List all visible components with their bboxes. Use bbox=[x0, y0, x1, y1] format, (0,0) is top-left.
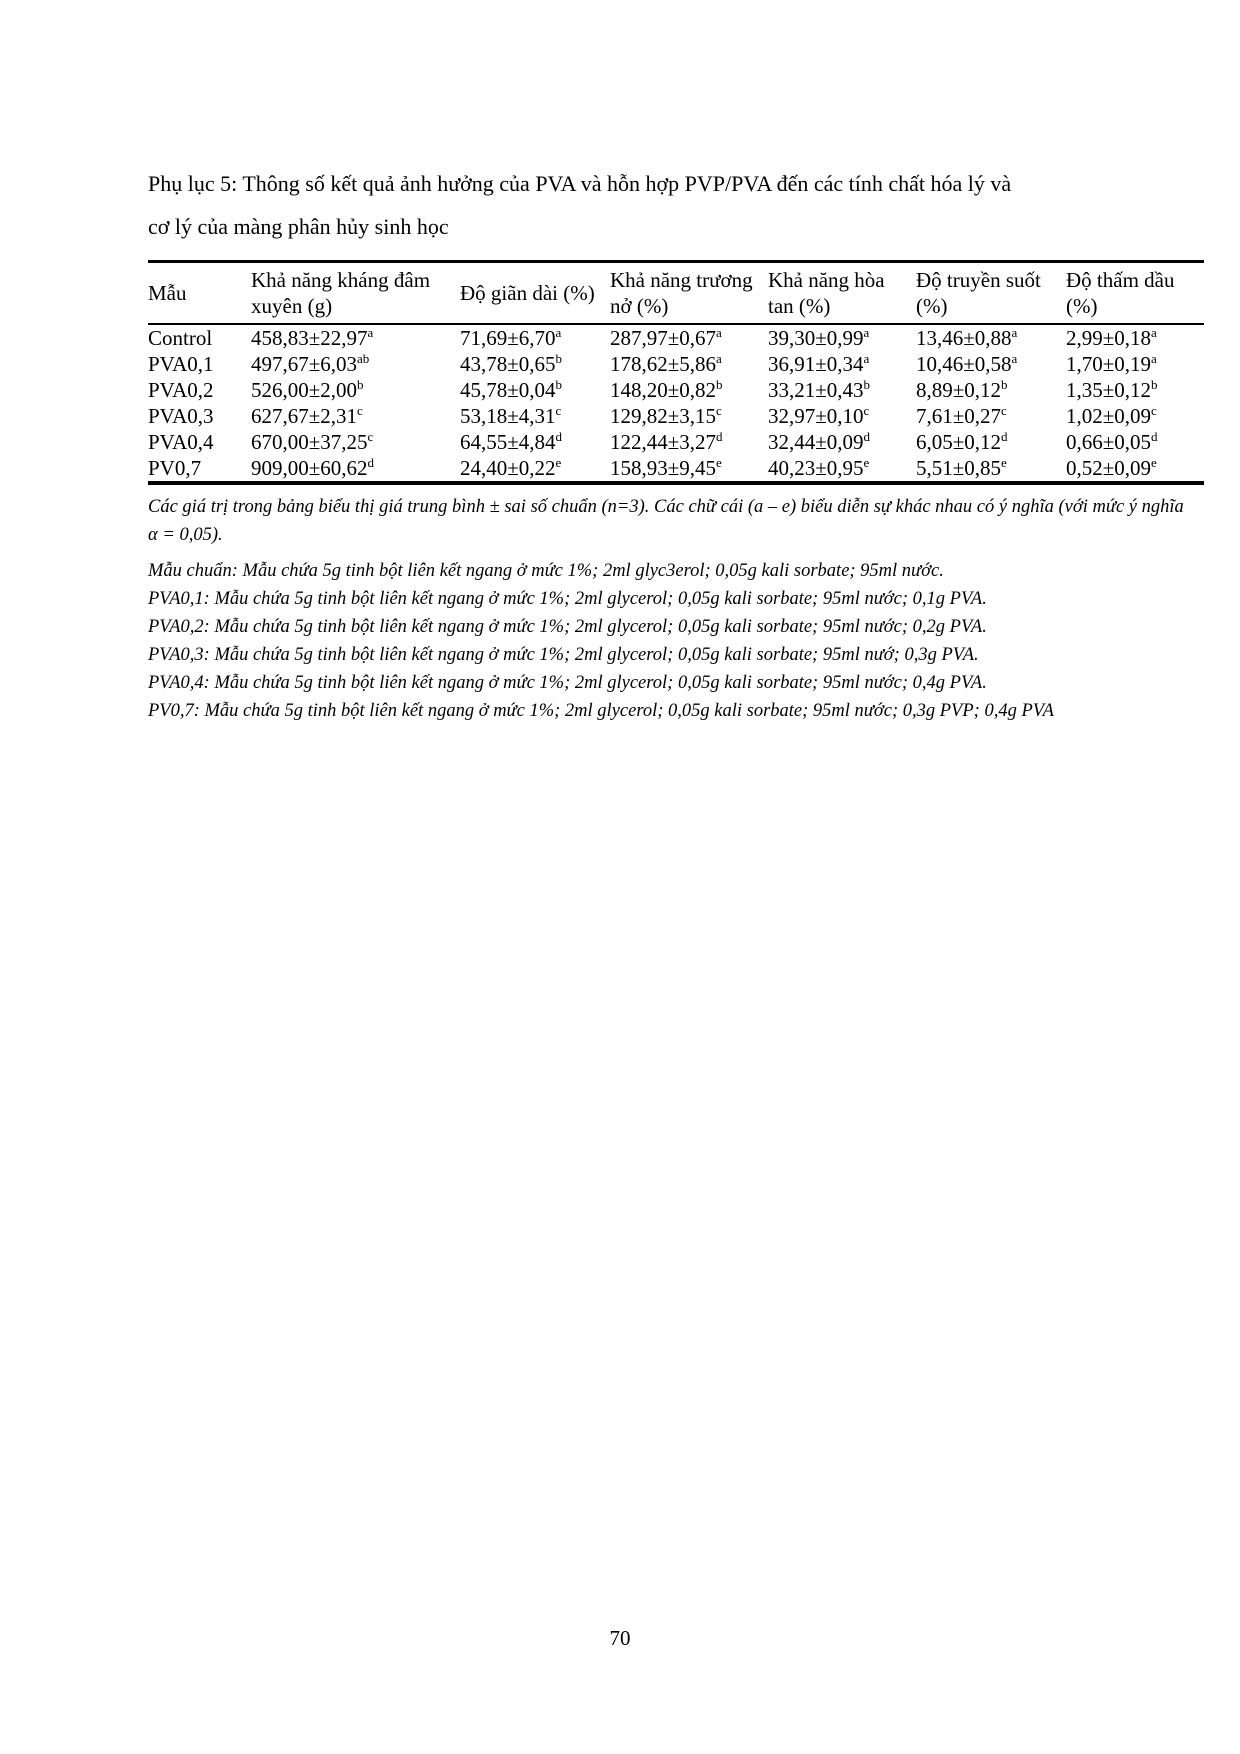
cell-value: 39,30±0,99$^a$ bbox=[768, 325, 870, 350]
footnote-sample-control: Mẫu chuẩn: Mẫu chứa 5g tinh bột liên kết ngang ở mức 1%; 2ml glyc3erol; 0,05g kali sorbate; 95ml nước. bbox=[148, 561, 944, 581]
cell-value: 0,66±0,05$^d$ bbox=[1066, 429, 1158, 454]
results-table bbox=[148, 260, 1204, 485]
cell-value: 5,51±0,85$^e$ bbox=[916, 455, 1007, 480]
significance-letter: a bbox=[1151, 325, 1157, 340]
significance-letter: c bbox=[716, 403, 722, 418]
cell-value: 129,82±3,15$^c$ bbox=[610, 403, 722, 428]
column-header-puncture-resistance: Khả năng kháng đâm xuyên (g) bbox=[251, 268, 431, 318]
cell-value: 53,18±4,31$^c$ bbox=[460, 403, 562, 428]
sample-name: PVA0,1 bbox=[148, 352, 214, 376]
column-header-transparency: Độ truyền suốt (%) bbox=[916, 268, 1041, 318]
cell-value: 7,61±0,27$^c$ bbox=[916, 403, 1007, 428]
cell-value: 64,55±4,84$^d$ bbox=[460, 429, 563, 454]
page-content bbox=[148, 162, 1208, 725]
significance-letter: c bbox=[555, 403, 562, 418]
table-header-row bbox=[148, 262, 1204, 325]
cell-value: 33,21±0,43$^b$ bbox=[768, 377, 871, 402]
significance-letter: a bbox=[863, 351, 870, 366]
significance-letter: e bbox=[1001, 455, 1007, 470]
table-row bbox=[148, 429, 1204, 455]
table-row bbox=[148, 377, 1204, 403]
significance-letter: c bbox=[367, 429, 374, 444]
significance-letter: e bbox=[863, 455, 870, 470]
significance-letter: b bbox=[1001, 377, 1008, 392]
cell-value: 158,93±9,45$^e$ bbox=[610, 455, 722, 480]
significance-letter: b bbox=[716, 377, 723, 392]
significance-letter: b bbox=[555, 377, 563, 392]
footnote-sample-pva04: PVA0,4: Mẫu chứa 5g tinh bột liên kết ngang ở mức 1%; 2ml glycerol; 0,05g kali sorbate; 95ml nước; 0,4g PVA. bbox=[148, 673, 987, 693]
cell-value: 32,97±0,10$^c$ bbox=[768, 403, 870, 428]
significance-letter: d bbox=[863, 429, 871, 444]
cell-value: 148,20±0,82$^b$ bbox=[610, 377, 723, 402]
column-header-swelling: Khả năng trương nở (%) bbox=[610, 268, 753, 318]
cell-value: 32,44±0,09$^d$ bbox=[768, 429, 871, 454]
significance-letter: ab bbox=[357, 351, 370, 366]
significance-letter: a bbox=[367, 325, 374, 340]
cell-value: 43,78±0,65$^b$ bbox=[460, 351, 563, 376]
table-footnotes bbox=[148, 493, 1208, 725]
significance-letter: d bbox=[716, 429, 723, 444]
appendix-title-line1: Phụ lục 5: Thông số kết quả ảnh hưởng của PVA và hỗn hợp PVP/PVA đến các tính chất hóa lý và bbox=[148, 171, 1012, 196]
table-row bbox=[148, 403, 1204, 429]
appendix-title-line2: cơ lý của màng phân hủy sinh học bbox=[148, 214, 449, 239]
significance-letter: a bbox=[555, 325, 562, 340]
significance-letter: b bbox=[357, 377, 364, 392]
significance-letter: c bbox=[357, 403, 363, 418]
cell-value: 0,52±0,09$^e$ bbox=[1066, 455, 1157, 480]
column-header-elongation: Độ giãn dài (%) bbox=[460, 281, 595, 305]
appendix-title bbox=[148, 162, 1208, 248]
significance-letter: d bbox=[1151, 429, 1158, 444]
significance-letter: d bbox=[555, 429, 563, 444]
cell-value: 178,62±5,86$^a$ bbox=[610, 351, 722, 376]
cell-value: 45,78±0,04$^b$ bbox=[460, 377, 563, 402]
cell-value: 497,67±6,03$^{ab}$ bbox=[251, 351, 370, 376]
sample-name: PVA0,3 bbox=[148, 404, 214, 428]
cell-value: 909,00±60,62$^d$ bbox=[251, 455, 375, 480]
significance-letter: e bbox=[1151, 455, 1157, 470]
cell-value: 71,69±6,70$^a$ bbox=[460, 325, 562, 350]
significance-letter: c bbox=[863, 403, 870, 418]
significance-letter: b bbox=[1151, 377, 1158, 392]
table-row bbox=[148, 455, 1204, 483]
significance-letter: a bbox=[863, 325, 870, 340]
significance-letter: c bbox=[1001, 403, 1007, 418]
cell-value: 24,40±0,22$^e$ bbox=[460, 455, 562, 480]
table-row bbox=[148, 324, 1204, 351]
significance-letter: d bbox=[1001, 429, 1008, 444]
significance-letter: e bbox=[716, 455, 722, 470]
sample-name: PVA0,4 bbox=[148, 430, 214, 454]
cell-value: 13,46±0,88$^a$ bbox=[916, 325, 1018, 350]
footnote-sample-pva01: PVA0,1: Mẫu chứa 5g tinh bột liên kết ngang ở mức 1%; 2ml glycerol; 0,05g kali sorbate; 95ml nước; 0,1g PVA. bbox=[148, 589, 987, 609]
sample-name: PVA0,2 bbox=[148, 378, 214, 402]
significance-letter: a bbox=[716, 325, 722, 340]
cell-value: 287,97±0,67$^a$ bbox=[610, 325, 722, 350]
cell-value: 458,83±22,97$^a$ bbox=[251, 325, 374, 350]
footnote-sample-pva03: PVA0,3: Mẫu chứa 5g tinh bột liên kết ngang ở mức 1%; 2ml glycerol; 0,05g kali sorbate; 95ml nướ; 0,3g PVA. bbox=[148, 645, 979, 665]
significance-letter: d bbox=[367, 455, 375, 470]
column-header-solubility: Khả năng hòa tan (%) bbox=[768, 268, 885, 318]
column-header-sample: Mẫu bbox=[148, 281, 187, 305]
cell-value: 36,91±0,34$^a$ bbox=[768, 351, 870, 376]
cell-value: 627,67±2,31$^c$ bbox=[251, 403, 363, 428]
sample-name: Control bbox=[148, 326, 213, 350]
significance-letter: e bbox=[555, 455, 562, 470]
significance-letter: b bbox=[863, 377, 871, 392]
footnote-sample-pv07: PV0,7: Mẫu chứa 5g tinh bột liên kết ngang ở mức 1%; 2ml glycerol; 0,05g kali sorbate; 95ml nước; 0,3g PVP; 0,4g PVA bbox=[148, 701, 1054, 721]
significance-letter: a bbox=[1151, 351, 1157, 366]
cell-value: 526,00±2,00$^b$ bbox=[251, 377, 364, 402]
cell-value: 670,00±37,25$^c$ bbox=[251, 429, 374, 454]
page-number: 70 bbox=[609, 1626, 631, 1650]
significance-letter: a bbox=[1011, 325, 1018, 340]
sample-name: PV0,7 bbox=[148, 456, 202, 480]
cell-value: 40,23±0,95$^e$ bbox=[768, 455, 870, 480]
cell-value: 1,02±0,09$^c$ bbox=[1066, 403, 1157, 428]
cell-value: 6,05±0,12$^d$ bbox=[916, 429, 1008, 454]
cell-value: 8,89±0,12$^b$ bbox=[916, 377, 1008, 402]
cell-value: 1,35±0,12$^b$ bbox=[1066, 377, 1158, 402]
table-row bbox=[148, 351, 1204, 377]
significance-letter: a bbox=[716, 351, 722, 366]
cell-value: 10,46±0,58$^a$ bbox=[916, 351, 1018, 376]
significance-letter: c bbox=[1151, 403, 1157, 418]
cell-value: 1,70±0,19$^a$ bbox=[1066, 351, 1157, 376]
column-header-oil-permeability: Độ thấm dầu (%) bbox=[1066, 268, 1175, 318]
footnote-sample-pva02: PVA0,2: Mẫu chứa 5g tinh bột liên kết ngang ở mức 1%; 2ml glycerol; 0,05g kali sorbate; 95ml nước; 0,2g PVA. bbox=[148, 617, 987, 637]
significance-letter: b bbox=[555, 351, 563, 366]
significance-letter: a bbox=[1011, 351, 1018, 366]
footnote-significance: Các giá trị trong bảng biểu thị giá trung bình ± sai số chuẩn (n=3). Các chữ cái (a – e) biểu diễn sự khác nhau có ý nghĩa (với mức ý nghĩa α = 0,05). bbox=[148, 497, 1184, 545]
cell-value: 122,44±3,27$^d$ bbox=[610, 429, 723, 454]
cell-value: 2,99±0,18$^a$ bbox=[1066, 325, 1157, 350]
